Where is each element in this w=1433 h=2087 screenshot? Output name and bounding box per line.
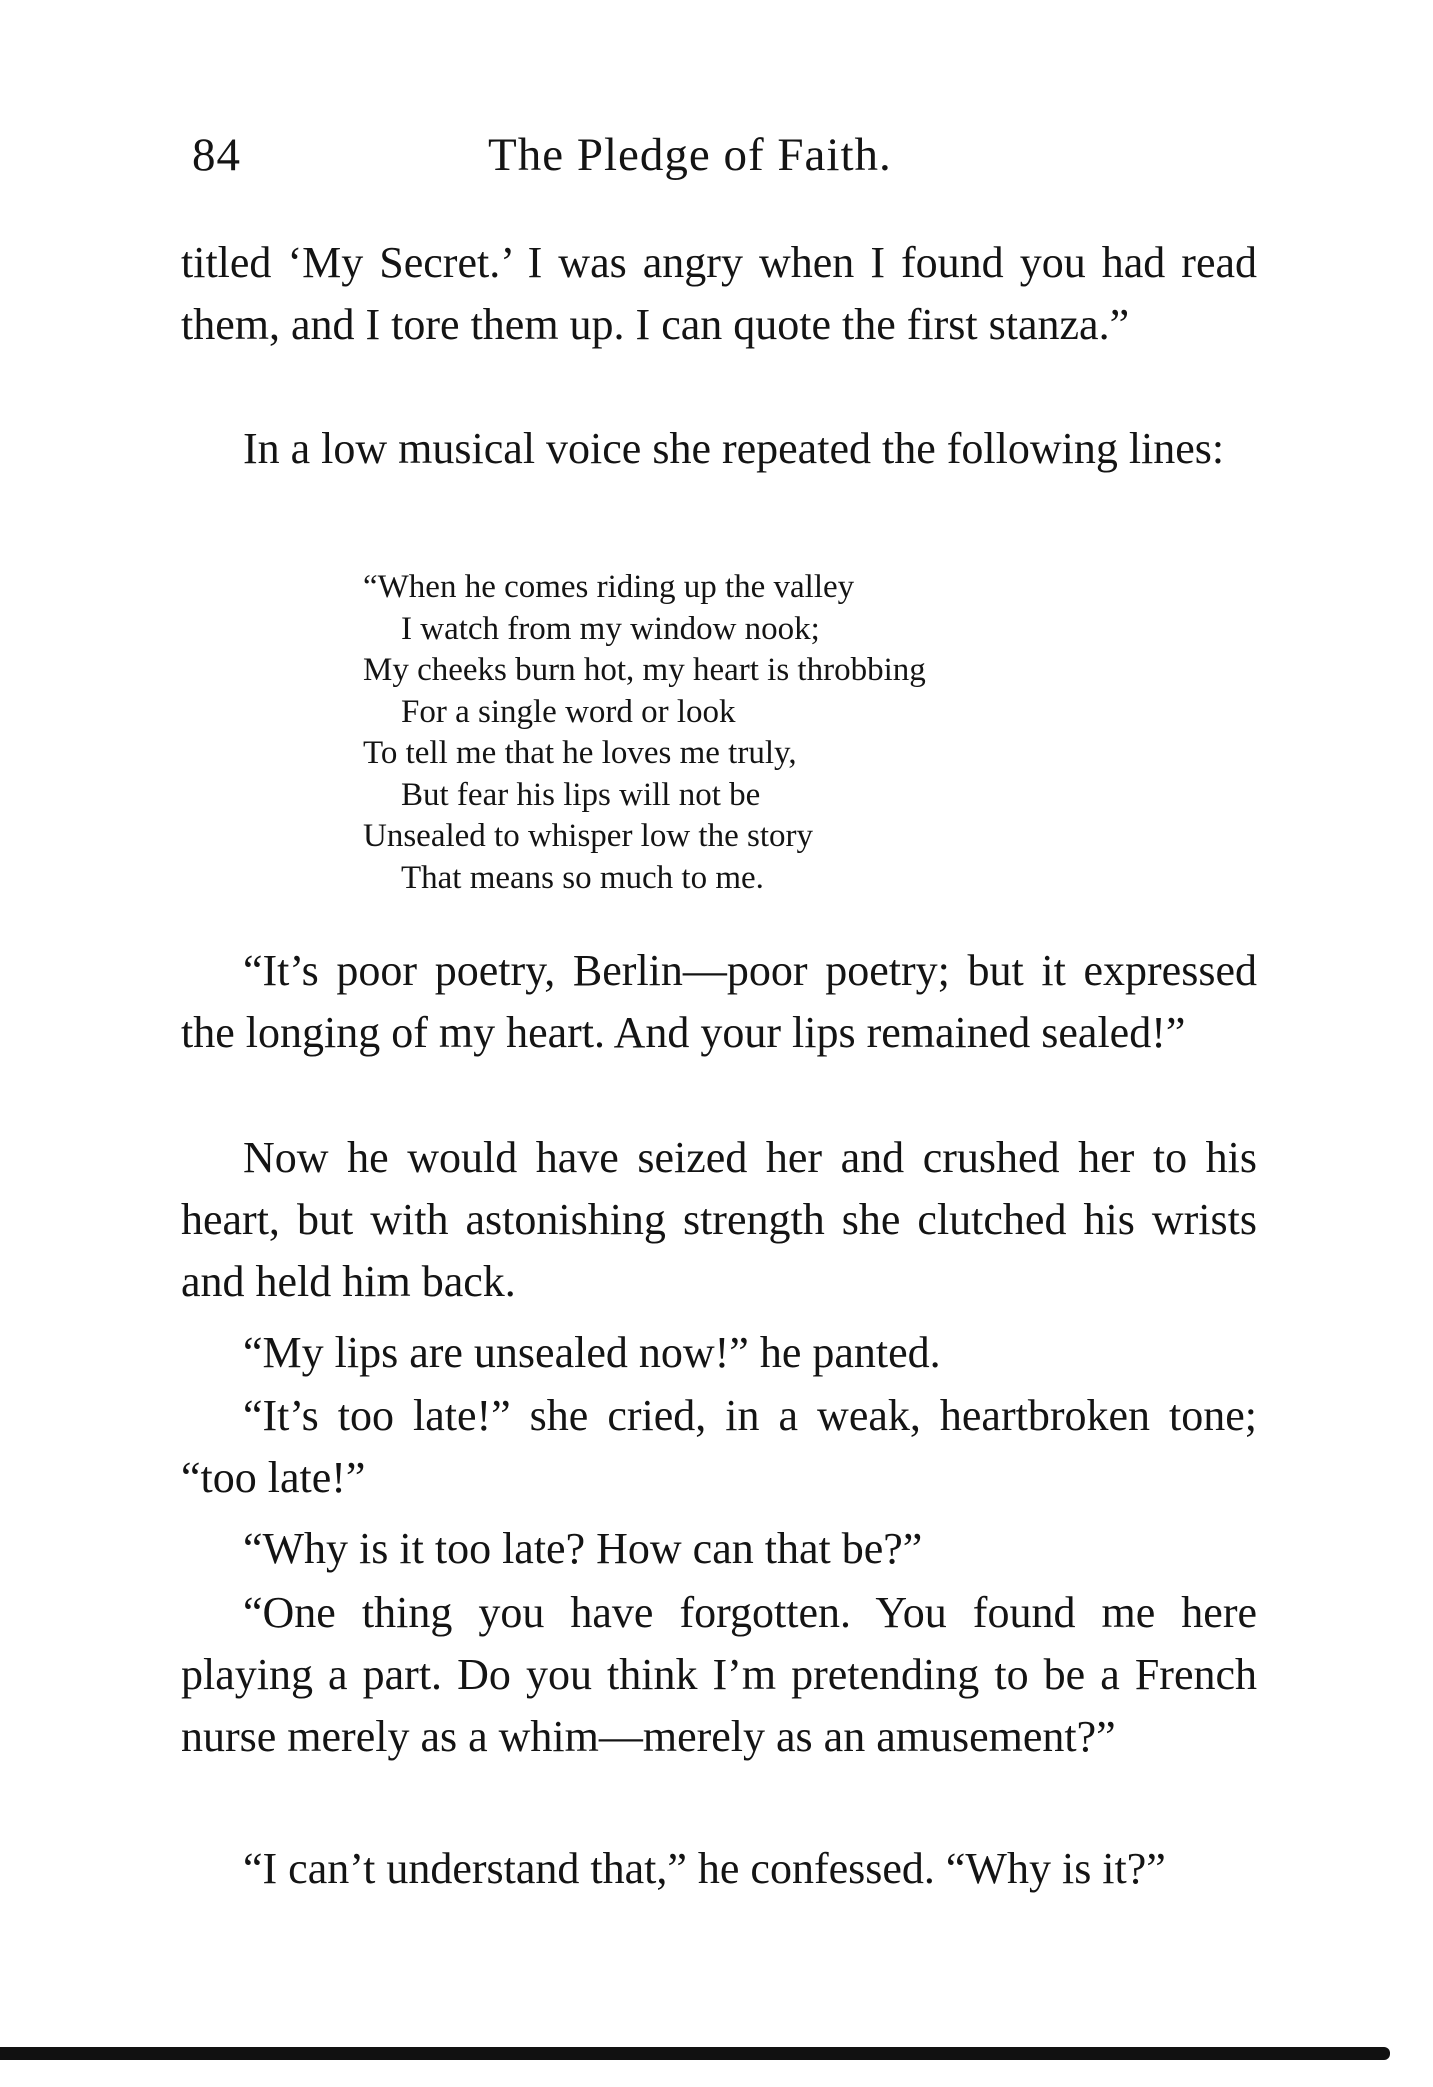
paragraph-continuation: titled ‘My Secret.’ I was angry when I found you had read them, and I tore them up. I can quote the first stanza.” — [181, 238, 1257, 349]
poem-stanza — [363, 567, 1123, 899]
poem-line: But fear his lips will not be — [401, 776, 761, 813]
running-title: The Pledge of Faith. — [488, 129, 892, 181]
poem-line: I watch from my window nook; — [401, 610, 820, 647]
bottom-rule — [0, 2047, 1390, 2060]
paragraph-intro-poem: In a low musical voice she repeated the following lines: — [243, 424, 1225, 473]
page-header — [192, 128, 1252, 198]
poem-line: For a single word or look — [401, 693, 736, 730]
poem-line: That means so much to me. — [401, 859, 764, 896]
paragraph-poor-poetry: “It’s poor poetry, Berlin—poor poetry; but it expressed the longing of my heart. And your lips remained sealed!” — [181, 946, 1257, 1057]
poem-line: To tell me that he loves me truly, — [363, 735, 797, 771]
poem-line: Unsealed to whisper low the story — [363, 818, 813, 854]
poem-line: My cheeks burn hot, my heart is throbbing — [363, 652, 926, 688]
paragraph-too-late: “It’s too late!” she cried, in a weak, heartbroken tone; “too late!” — [181, 1391, 1257, 1502]
paragraph-lips-unsealed: “My lips are unsealed now!” he panted. — [243, 1328, 941, 1377]
paragraph-seized: Now he would have seized her and crushed her to his heart, but with astonishing strength she clutched his wrists and held him back. — [181, 1133, 1257, 1306]
paragraph-why-too-late: “Why is it too late? How can that be?” — [243, 1524, 923, 1573]
page-number: 84 — [192, 129, 241, 181]
paragraph-one-thing: “One thing you have forgotten. You found me here playing a part. Do you think I’m pretending to be a French nurse merely as a whim—merely as an amusement?” — [181, 1588, 1257, 1761]
poem-line: “When he comes riding up the valley — [363, 569, 855, 605]
paragraph-cant-understand: “I can’t understand that,” he confessed. “Why is it?” — [243, 1844, 1166, 1893]
